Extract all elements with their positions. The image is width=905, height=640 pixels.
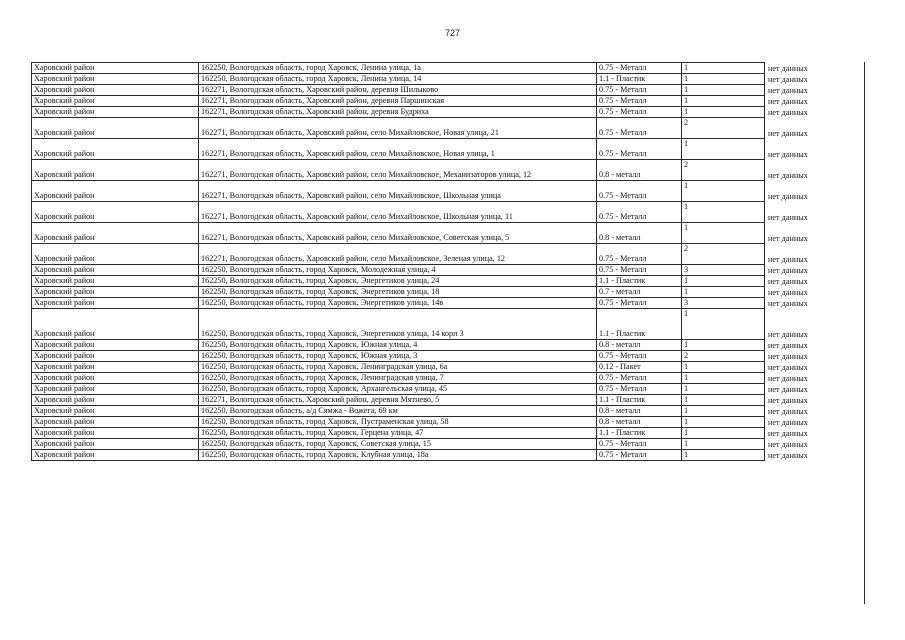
status-cell: нет данных — [768, 417, 808, 427]
district-cell: Харовский район — [32, 287, 199, 298]
status-cell: нет данных — [768, 287, 808, 297]
container-volume-cell: 0.75 - Металл — [597, 373, 682, 384]
container-count-cell: 1 — [682, 439, 765, 450]
status-cell: нет данных — [768, 329, 808, 339]
district-cell: Харовский район — [32, 74, 199, 85]
status-cell: нет данных — [768, 384, 808, 394]
status-cell: нет данных — [768, 395, 808, 405]
district-cell: Харовский район — [32, 181, 199, 202]
container-volume-cell: 0.75 - Металл — [597, 298, 682, 309]
status-cell: нет данных — [768, 233, 808, 243]
district-cell: Харовский район — [32, 450, 199, 461]
table-row — [32, 439, 851, 450]
table-row — [32, 373, 851, 384]
district-cell: Харовский район — [32, 309, 199, 340]
container-count-cell: 1 — [682, 417, 765, 428]
status-cell: нет данных — [768, 298, 808, 308]
table-row — [32, 223, 851, 244]
container-sites-table-wrapper — [31, 62, 851, 461]
district-cell: Харовский район — [32, 298, 199, 309]
district-cell: Харовский район — [32, 417, 199, 428]
table-row — [32, 287, 851, 298]
container-volume-cell: 1.1 - Пластик — [597, 395, 682, 406]
address-cell: 162271, Вологодская область, Харовский район, деревня Будриха — [199, 107, 597, 118]
district-cell: Харовский район — [32, 85, 199, 96]
status-cell: нет данных — [768, 450, 808, 460]
table-row — [32, 298, 851, 309]
container-volume-cell: 0.75 - Металл — [597, 139, 682, 160]
address-cell: 162271, Вологодская область, Харовский район, деревня Паршинская — [199, 96, 597, 107]
container-count-cell: 1 — [682, 340, 765, 351]
status-cell: нет данных — [768, 254, 808, 264]
container-count-cell: 1 — [682, 63, 765, 74]
status-cell: нет данных — [768, 373, 808, 383]
page-number: 727 — [444, 28, 461, 38]
container-count-cell: 1 — [682, 309, 765, 340]
table-row — [32, 450, 851, 461]
table-row — [32, 160, 851, 181]
address-cell: 162250, Вологодская область, город Харовск, Клубная улица, 18а — [199, 450, 597, 461]
district-cell: Харовский район — [32, 265, 199, 276]
container-volume-cell: 0.75 - Металл — [597, 450, 682, 461]
district-cell: Харовский район — [32, 63, 199, 74]
container-count-cell: 1 — [682, 107, 765, 118]
container-volume-cell: 0.75 - Металл — [597, 63, 682, 74]
container-count-cell: 1 — [682, 223, 765, 244]
container-volume-cell: 1.1 - Пластик — [597, 428, 682, 439]
table-row — [32, 395, 851, 406]
table-row — [32, 428, 851, 439]
status-cell: нет данных — [768, 85, 808, 95]
container-volume-cell: 0.8 - металл — [597, 406, 682, 417]
status-cell: нет данных — [768, 191, 808, 201]
container-volume-cell: 0.8 - металл — [597, 417, 682, 428]
container-count-cell: 1 — [682, 450, 765, 461]
container-count-cell: 1 — [682, 181, 765, 202]
address-cell: 162250, Вологодская область, город Харовск, Архангельская улица, 45 — [199, 384, 597, 395]
table-row — [32, 265, 851, 276]
district-cell: Харовский район — [32, 107, 199, 118]
table-row — [32, 351, 851, 362]
status-cell: нет данных — [768, 362, 808, 372]
container-volume-cell: 0.12 - Пакет — [597, 362, 682, 373]
container-count-cell: 1 — [682, 85, 765, 96]
address-cell: 162271, Вологодская область, Харовский район, село Михайловское, Советская улица, 5 — [199, 223, 597, 244]
container-count-cell: 2 — [682, 244, 765, 265]
container-count-cell: 1 — [682, 428, 765, 439]
address-cell: 162250, Вологодская область, а/д Сямжа - Вожега, 69 км — [199, 406, 597, 417]
table-row — [32, 406, 851, 417]
table-row — [32, 107, 851, 118]
status-cell: нет данных — [768, 170, 808, 180]
address-cell: 162271, Вологодская область, Харовский район, село Михайловское, Механизаторов улица, 12 — [199, 160, 597, 181]
container-count-cell: 3 — [682, 298, 765, 309]
status-cell: нет данных — [768, 276, 808, 286]
container-count-cell: 1 — [682, 384, 765, 395]
address-cell: 162250, Вологодская область, город Харовск, Ленинградская улица, 7 — [199, 373, 597, 384]
container-volume-cell: 0.75 - Металл — [597, 202, 682, 223]
container-volume-cell: 0.75 - Металл — [597, 351, 682, 362]
address-cell: 162271, Вологодская область, Харовский район, село Михайловское, Новая улица, 1 — [199, 139, 597, 160]
table-row — [32, 417, 851, 428]
status-cell: нет данных — [768, 265, 808, 275]
status-cell: нет данных — [768, 439, 808, 449]
district-cell: Харовский район — [32, 276, 199, 287]
container-volume-cell: 0.75 - Металл — [597, 107, 682, 118]
container-volume-cell: 0.8 - металл — [597, 223, 682, 244]
container-count-cell: 3 — [682, 265, 765, 276]
status-cell: нет данных — [768, 74, 808, 84]
table-row — [32, 118, 851, 139]
container-count-cell: 1 — [682, 287, 765, 298]
address-cell: 162250, Вологодская область, город Харовск, Ленина улица, 1а — [199, 63, 597, 74]
container-volume-cell: 0.75 - Металл — [597, 244, 682, 265]
container-volume-cell: 0.75 - Металл — [597, 384, 682, 395]
address-cell: 162250, Вологодская область, город Харовск, Пустраменская улица, 58 — [199, 417, 597, 428]
table-row — [32, 309, 851, 340]
container-count-cell: 2 — [682, 118, 765, 139]
container-count-cell: 1 — [682, 139, 765, 160]
address-cell: 162250, Вологодская область, город Харовск, Герцена улица, 47 — [199, 428, 597, 439]
table-row — [32, 96, 851, 107]
district-cell: Харовский район — [32, 139, 199, 160]
status-cell: нет данных — [768, 212, 808, 222]
address-cell: 162271, Вологодская область, Харовский район, деревня Мятнево, 5 — [199, 395, 597, 406]
address-cell: 162271, Вологодская область, Харовский район, деревня Шилыково — [199, 85, 597, 96]
district-cell: Харовский район — [32, 202, 199, 223]
table-row — [32, 181, 851, 202]
container-volume-cell: 0.75 - Металл — [597, 265, 682, 276]
district-cell: Харовский район — [32, 351, 199, 362]
container-volume-cell: 0.75 - Металл — [597, 118, 682, 139]
table-row — [32, 362, 851, 373]
address-cell: 162250, Вологодская область, город Харовск, Южная улица, 3 — [199, 351, 597, 362]
right-margin-rule — [864, 62, 865, 604]
address-cell: 162250, Вологодская область, город Харовск, Энергетиков улица, 14в — [199, 298, 597, 309]
status-cell: нет данных — [768, 149, 808, 159]
table-row — [32, 340, 851, 351]
address-cell: 162271, Вологодская область, Харовский район, село Михайловское, Зеленая улица, 12 — [199, 244, 597, 265]
district-cell: Харовский район — [32, 160, 199, 181]
district-cell: Харовский район — [32, 340, 199, 351]
container-count-cell: 1 — [682, 395, 765, 406]
status-cell: нет данных — [768, 63, 808, 73]
container-volume-cell: 1.1 - Пластик — [597, 276, 682, 287]
district-cell: Харовский район — [32, 244, 199, 265]
address-cell: 162250, Вологодская область, город Харовск, Ленинградская улица, 6а — [199, 362, 597, 373]
district-cell: Харовский район — [32, 362, 199, 373]
district-cell: Харовский район — [32, 395, 199, 406]
container-count-cell: 1 — [682, 202, 765, 223]
district-cell: Харовский район — [32, 428, 199, 439]
table-body — [32, 63, 851, 461]
container-count-cell: 1 — [682, 373, 765, 384]
address-cell: 162271, Вологодская область, Харовский район, село Михайловское, Школьная улица — [199, 181, 597, 202]
container-sites-table — [31, 62, 851, 461]
container-count-cell: 2 — [682, 160, 765, 181]
status-cell: нет данных — [768, 406, 808, 416]
container-count-cell: 1 — [682, 74, 765, 85]
container-volume-cell: 0.8 - металл — [597, 340, 682, 351]
district-cell: Харовский район — [32, 96, 199, 107]
container-volume-cell: 0.75 - Металл — [597, 96, 682, 107]
address-cell: 162250, Вологодская область, город Харовск, Энергетиков улица, 14 корп 3 — [199, 309, 597, 340]
status-cell: нет данных — [768, 128, 808, 138]
container-volume-cell: 0.7 - металл — [597, 287, 682, 298]
status-cell: нет данных — [768, 351, 808, 361]
container-count-cell: 1 — [682, 406, 765, 417]
address-cell: 162271, Вологодская область, Харовский район, село Михайловское, Новая улица, 21 — [199, 118, 597, 139]
district-cell: Харовский район — [32, 406, 199, 417]
table-row — [32, 384, 851, 395]
address-cell: 162250, Вологодская область, город Харовск, Молодежная улица, 4 — [199, 265, 597, 276]
status-cell: нет данных — [768, 340, 808, 350]
container-count-cell: 2 — [682, 351, 765, 362]
district-cell: Харовский район — [32, 223, 199, 244]
container-count-cell: 1 — [682, 96, 765, 107]
address-cell: 162250, Вологодская область, город Харовск, Ленина улица, 14 — [199, 74, 597, 85]
district-cell: Харовский район — [32, 373, 199, 384]
container-volume-cell: 1.1 - Пластик — [597, 309, 682, 340]
address-cell: 162271, Вологодская область, Харовский район, село Михайловское, Школьная улица, 11 — [199, 202, 597, 223]
container-volume-cell: 1.1 - Пластик — [597, 74, 682, 85]
table-row — [32, 74, 851, 85]
table-row — [32, 244, 851, 265]
container-volume-cell: 0.8 - металл — [597, 160, 682, 181]
table-row — [32, 139, 851, 160]
table-row — [32, 276, 851, 287]
container-volume-cell: 0.75 - Металл — [597, 439, 682, 450]
district-cell: Харовский район — [32, 439, 199, 450]
address-cell: 162250, Вологодская область, город Харовск, Южная улица, 4 — [199, 340, 597, 351]
district-cell: Харовский район — [32, 118, 199, 139]
address-cell: 162250, Вологодская область, город Харовск, Энергетиков улица, 18 — [199, 287, 597, 298]
container-count-cell: 1 — [682, 362, 765, 373]
status-cell: нет данных — [768, 107, 808, 117]
container-volume-cell: 0.75 - Металл — [597, 85, 682, 96]
container-volume-cell: 0.75 - Металл — [597, 181, 682, 202]
table-row — [32, 63, 851, 74]
table-row — [32, 202, 851, 223]
address-cell: 162250, Вологодская область, город Харовск, Энергетиков улица, 24 — [199, 276, 597, 287]
status-cell: нет данных — [768, 96, 808, 106]
address-cell: 162250, Вологодская область, город Харовск, Советская улица, 15 — [199, 439, 597, 450]
status-cell: нет данных — [768, 428, 808, 438]
table-row — [32, 85, 851, 96]
container-count-cell: 1 — [682, 276, 765, 287]
district-cell: Харовский район — [32, 384, 199, 395]
